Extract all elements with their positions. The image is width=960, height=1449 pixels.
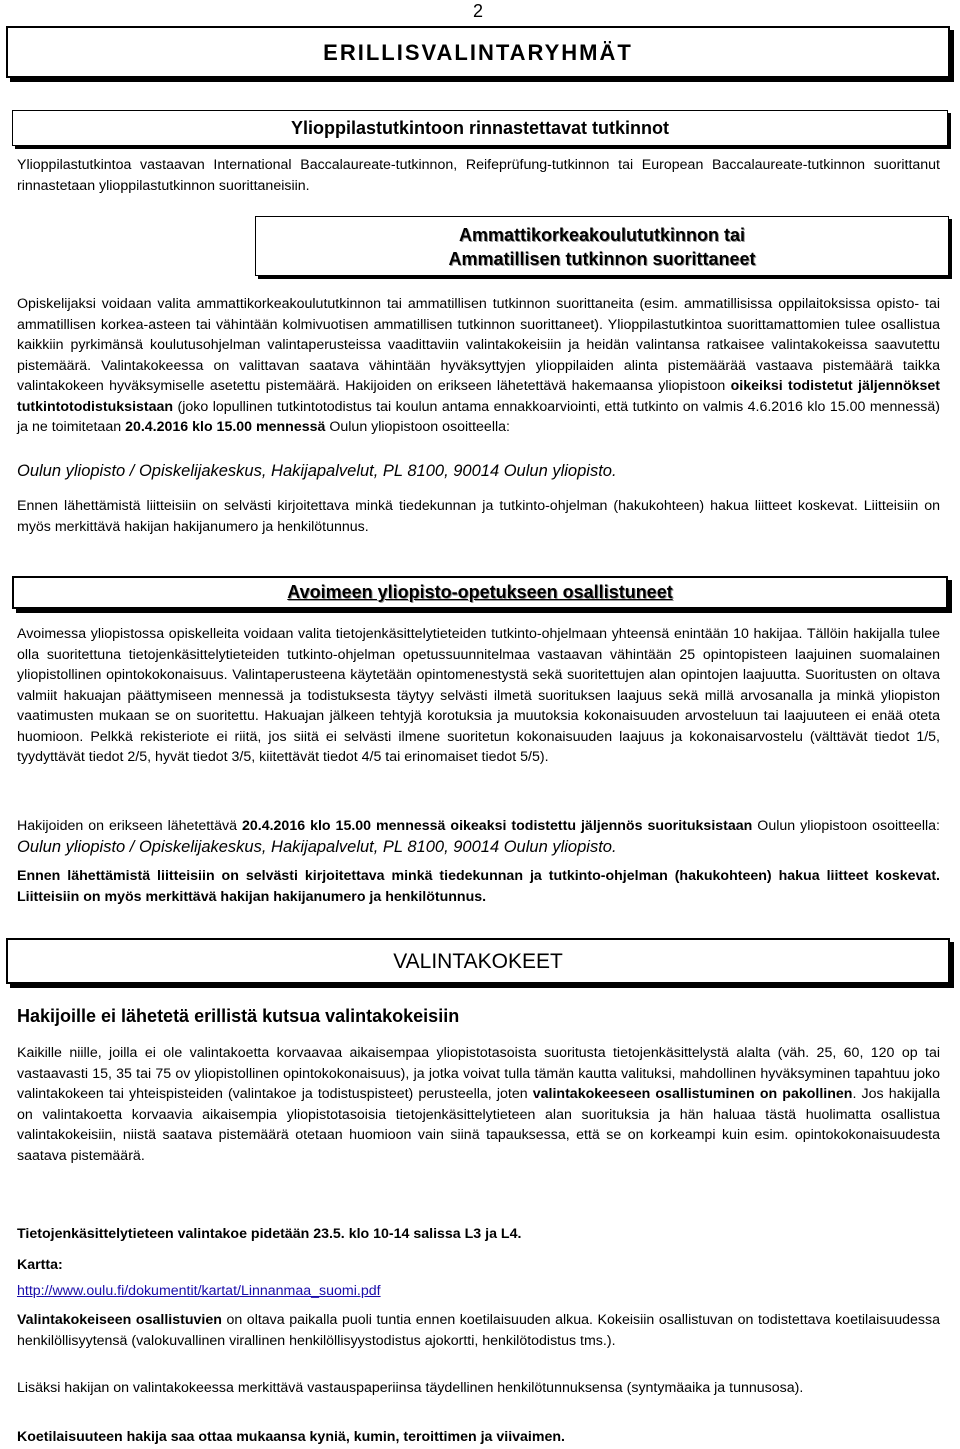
section-heading: VALINTAKOKEET <box>393 950 563 973</box>
text-span: Oulun yliopistoon osoitteella: <box>325 419 510 435</box>
bold-text: Valintakokeiseen osallistuvien <box>17 1312 222 1328</box>
exam-date: Tietojenkäsittelytieteen valintakoe pidetään 23.5. klo 10-14 salissa L3 ja L4. <box>17 1226 522 1242</box>
section-heading <box>256 223 948 271</box>
section-paragraph: Koetilaisuuteen hakija saa ottaa mukaansa kyniä, kumin, teroittimen ja viivaimen. <box>17 1429 565 1445</box>
postal-address: Oulun yliopisto / Opiskelijakeskus, Hakijapalvelut, PL 8100, 90014 Oulun yliopisto. <box>17 462 617 480</box>
subheading: Hakijoille ei lähetetä erillistä kutsua valintakokeisiin <box>17 1006 460 1026</box>
section-paragraph <box>17 816 940 858</box>
bold-text: 20.4.2016 klo 15.00 mennessä oikeaksi todistettu jäljennös suorituksistaan <box>241 818 753 834</box>
section-heading-box <box>6 938 950 984</box>
page-number: 2 <box>473 1 484 21</box>
page-title-box <box>6 26 950 78</box>
heading-line: Ammatillisen tutkinnon suorittaneet <box>448 249 756 269</box>
text-span: Opiskelijaksi voidaan valita ammattikorkeakoulututkinnon tai ammatillisen tutkinnon suorittaneita (esim. ammatillisissa oppilaitoksissa opisto- tai ammatillisen korkea-asteen tai vähintään kolmivuotisen ammatillisen tutkinnon suorittaneet). Ylioppilastutkintoa suorittamattomien tulee osallistua kaikkiin pyrkimänsä koulutusohjelman valintaperusteissa vaadittaviin valintakokeisiin ja heidän valintansa ratkaisee valintakokeissa saavutettu pistemäärä. Valintakokeessa on valittavan saatava vähintään hyväksyttyjen ylioppilaiden alinta pistemäärää vastaava pistemäärä taikka valintakokeen hyväksymiselle asetettu pistemäärä. Hakijoiden on erikseen lähetettävä hakemaansa yliopistoon <box>17 296 940 394</box>
section-heading-box <box>12 576 948 609</box>
map-link-line <box>17 1281 940 1302</box>
page-title: ERILLISVALINTARYHMÄT <box>323 40 633 65</box>
heading-line: Ammattikorkeakoulututkinnon tai <box>458 225 746 245</box>
section-heading: Ylioppilastutkintoon rinnastettavat tutkinnot <box>291 118 669 138</box>
map-label: Kartta: <box>17 1257 63 1273</box>
italic-address: Oulun yliopisto / Opiskelijakeskus, Hakijapalvelut, PL 8100, 90014 Oulun yliopisto. <box>17 837 617 856</box>
section-paragraph: Avoimessa yliopistossa opiskelleita voidaan valita tietojenkäsittelytieteiden tutkinto-ohjelmaan yhteensä enintään 10 hakijaa. Tällöin hakijalla tulee olla suoritettuna tietojenkäsittelytieteiden tutkinto-ohjelman opetussuunnitelmaa vastaavan vähintään 25 opintopisteen laajuinen suomalainen yliopistollinen opintokokonaisuus. Valintaperusteena käytetään opintomenestystä sekä suoritettujen alan opintojen laajuutta. Suoritusten on oltava valmiit hakuajan päättymiseen mennessä ja todistuksesta täytyy selvästi ilmetä suorituksen laajuus sekä millä arvosanalla ja minkä yliopiston vaatimusten mukaan se on suoritettu. Hakuajan jälkeen tehtyjä korotuksia ja muutoksia kokonaisuuden arvosteluun tai laajuuteen ei enää oteta huomioon. Pelkkä rekisteriote ei riitä, jos siitä ei selvästi ilmene suoritetun kokonaisuuden laajuus ja kokonaisarvostelu (välttävät tiedot 1/5, tyydyttävät tiedot 2/5, hyvät tiedot 3/5, kiitettävät tiedot 4/5 tai erinomaiset tiedot 5/5). <box>17 626 940 765</box>
text-span: . Jos hakijalla on valintakoetta korvaavia aikaisempia yliopistotasoisia tietojenkäsittelytieteen alan suorituksia ja hän haluaa tästä huolimatta osallistua valintakokeisiin, niistä saatava pistemäärä otetaan huomioon vain siinä tapauksessa, että se on korkeampi kuin esim. opintokokonaisuudesta saatava pistemäärä. <box>17 1086 940 1164</box>
text-span: Oulun yliopistoon osoitteella: <box>752 818 940 834</box>
section-heading-box <box>255 216 949 276</box>
map-link[interactable]: http://www.oulu.fi/dokumentit/kartat/Linnanmaa_suomi.pdf <box>17 1283 381 1299</box>
section-paragraph <box>17 1310 940 1351</box>
text-span: Hakijoiden on erikseen lähetettävä <box>17 818 242 834</box>
bold-text: valintakokeeseen osallistuminen on pakollinen <box>532 1086 853 1102</box>
section-heading: Avoimeen yliopisto-opetukseen osallistuneet <box>287 582 673 602</box>
section-heading-box <box>12 110 948 146</box>
text-span: on oltava paikalla puoli tuntia ennen koetilaisuuden alkua. Kokeisiin osallistuvan on todistettava koetilaisuudessa henkilöllisyytensä (valokuvallinen virallinen henkilöllisyystodistus ajokortti, henkilötodistus tms.). <box>17 1312 940 1349</box>
section-paragraph: Lisäksi hakijan on valintakokeessa merkittävä vastauspaperiinsa täydellinen henkilötunnuksensa (syntymäaika ja tunnusosa). <box>17 1380 804 1396</box>
section-paragraph: Ylioppilastutkintoa vastaavan International Baccalaureate-tutkinnon, Reifeprüfung-tutkinnon tai European Baccalaureate-tutkinnon suorittanut rinnastetaan ylioppilastutkinnon suorittaneisiin. <box>17 157 940 194</box>
bold-text: 20.4.2016 klo 15.00 mennessä <box>125 419 326 435</box>
text-span: (joko lopullinen tutkintotodistus tai koulun antama ennakkoarviointi, että tutkinto on valmis 4.6.2016 klo 15.00 mennessä) ja ne toimitetaan <box>17 398 940 435</box>
text-span: Kaikille niille, joilla ei ole valintakoetta korvaavaa aikaisempaa yliopistotasoista suoritusta tietojenkäsittelystä alalta (väh. 25, 60, 120 op tai vastaavasti 15, 35 tai 75 ov yliopistollinen opintokokonaisuus), ja jotka voivat tulla tämän kautta valituksi, mahdollinen hyväksyminen tapahtuu joko valintakokeen tai yhteispisteiden (valintakoe ja todistuspisteet) perusteella, joten <box>17 1045 940 1102</box>
bold-text: oikeiksi todistetut jäljennökset tutkintotodistuksistaan <box>17 378 940 415</box>
section-paragraph <box>17 294 940 438</box>
section-paragraph: Ennen lähettämistä liitteisiin on selvästi kirjoitettava minkä tiedekunnan ja tutkinto-ohjelman (hakukohteen) hakua liitteet koskevat. Liitteisiin on myös merkittävä hakijan hakijanumero ja henkilötunnus. <box>17 868 940 905</box>
section-paragraph <box>17 1043 940 1166</box>
section-paragraph: Ennen lähettämistä liitteisiin on selvästi kirjoitettava minkä tiedekunnan ja tutkinto-ohjelman (hakukohteen) hakua liitteet koskevat. Liitteisiin on myös merkittävä hakijan hakijanumero ja henkilötunnus. <box>17 498 940 535</box>
